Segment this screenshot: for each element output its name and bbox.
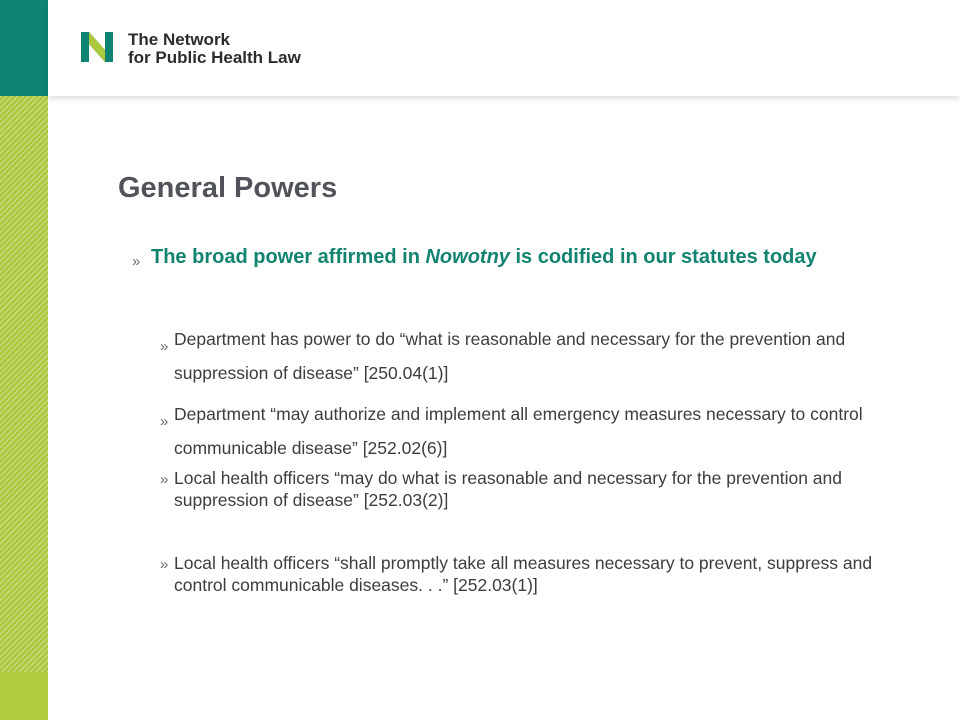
bullet-marker: » xyxy=(160,556,169,573)
band-teal-block xyxy=(0,0,48,96)
bullet-marker: » xyxy=(132,253,141,270)
logo-wordmark xyxy=(128,31,301,67)
main-bullet xyxy=(132,242,852,272)
bullet-marker: » xyxy=(160,471,169,488)
sub-bullet xyxy=(160,552,900,596)
band-solid-lime-block xyxy=(0,672,48,720)
logo-line-2: for Public Health Law xyxy=(128,48,301,67)
band-striped-section xyxy=(0,96,48,672)
left-decorative-band xyxy=(0,0,48,720)
case-name: Nowotny xyxy=(425,246,510,268)
sub-bullet xyxy=(160,322,900,390)
sub-bullet xyxy=(160,467,900,511)
sub-bullet xyxy=(160,397,900,465)
network-n-logo-icon xyxy=(78,28,116,66)
sub-bullet-text: Department has power to do “what is reasonable and necessary for the prevention and suppression of disease” [250.04(1)] xyxy=(174,329,846,383)
network-logo xyxy=(78,28,338,72)
slide-title: General Powers xyxy=(118,172,338,204)
bullet-marker: » xyxy=(160,413,169,430)
main-bullet-text xyxy=(132,242,852,272)
logo-line-1: The Network xyxy=(128,30,231,49)
sub-bullet-text: Local health officers “may do what is reasonable and necessary for the prevention and suppression of disease” [252.03(2)] xyxy=(174,468,842,510)
sub-bullet-text: Department “may authorize and implement all emergency measures necessary to control communicable disease” [252.02(6)] xyxy=(174,404,863,458)
main-bullet-suffix: is codified in our statutes today xyxy=(509,246,817,268)
sub-bullet-text: Local health officers “shall promptly take all measures necessary to prevent, suppress and control communicable diseases. . .” [252.03(1)] xyxy=(174,553,873,595)
main-bullet-prefix: The broad power affirmed in xyxy=(151,246,426,268)
slide-header xyxy=(48,0,960,96)
bullet-marker: » xyxy=(160,338,169,355)
